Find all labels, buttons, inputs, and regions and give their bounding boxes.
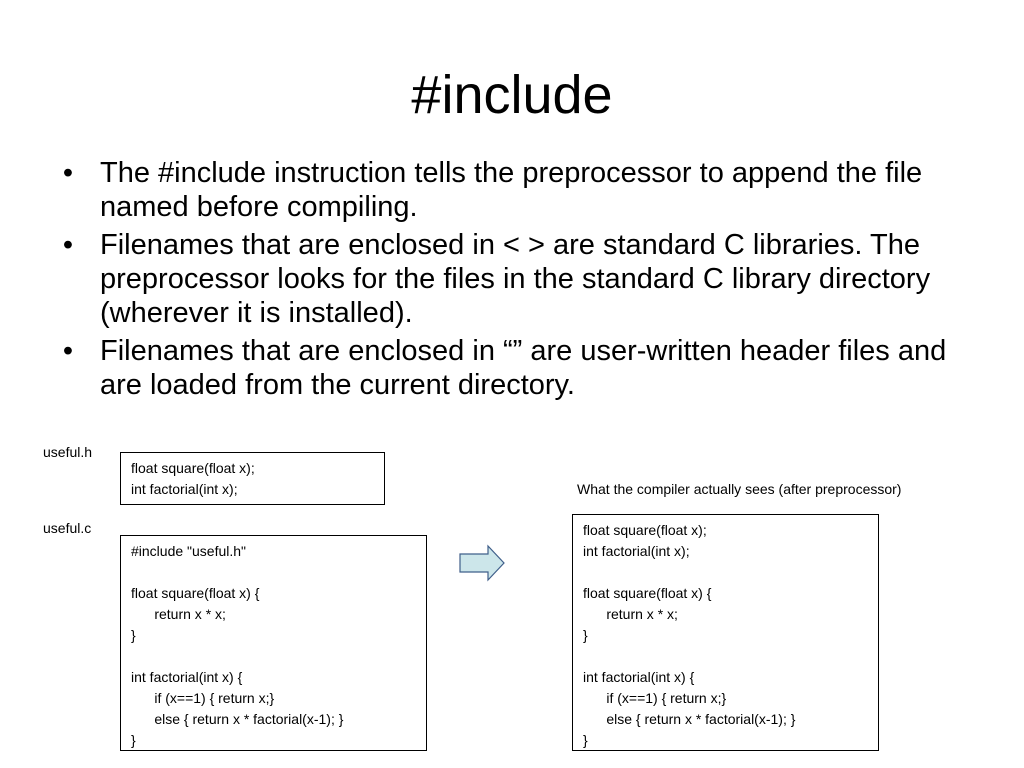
bullet-text: Filenames that are enclosed in < > are standard C libraries. The preprocessor looks for the files in the standard C library directory (wherever it is installed).	[100, 229, 931, 329]
slide-title: #include	[411, 65, 613, 125]
source-file-label: useful.c	[43, 520, 92, 536]
bullet-item	[58, 334, 978, 402]
bullet-dot: •	[62, 335, 74, 367]
bullet-text: The #include instruction tells the preprocessor to append the file named before compiling.	[100, 157, 923, 223]
right-arrow-icon	[458, 544, 506, 582]
bullet-list	[58, 156, 978, 406]
source-file-code-box: #include "useful.h" float square(float x) { return x * x; } int factorial(int x) { if (x==1) { return x;} else { return x * factorial(x-1); } }	[120, 535, 427, 751]
header-file-code-box: float square(float x); int factorial(int x);	[120, 452, 385, 505]
bullet-dot: •	[62, 157, 74, 189]
preprocessed-code-box: float square(float x); int factorial(int x); float square(float x) { return x * x; } int factorial(int x) { if (x==1) { return x;} else { return x * factorial(x-1); } }	[572, 514, 879, 751]
bullet-item	[58, 228, 978, 330]
bullet-dot: •	[62, 229, 74, 261]
bullet-item	[58, 156, 978, 224]
result-caption: What the compiler actually sees (after preprocessor)	[577, 481, 902, 497]
header-file-label: useful.h	[43, 444, 93, 460]
bullet-text: Filenames that are enclosed in “” are user-written header files and are loaded from the current directory.	[100, 335, 947, 401]
